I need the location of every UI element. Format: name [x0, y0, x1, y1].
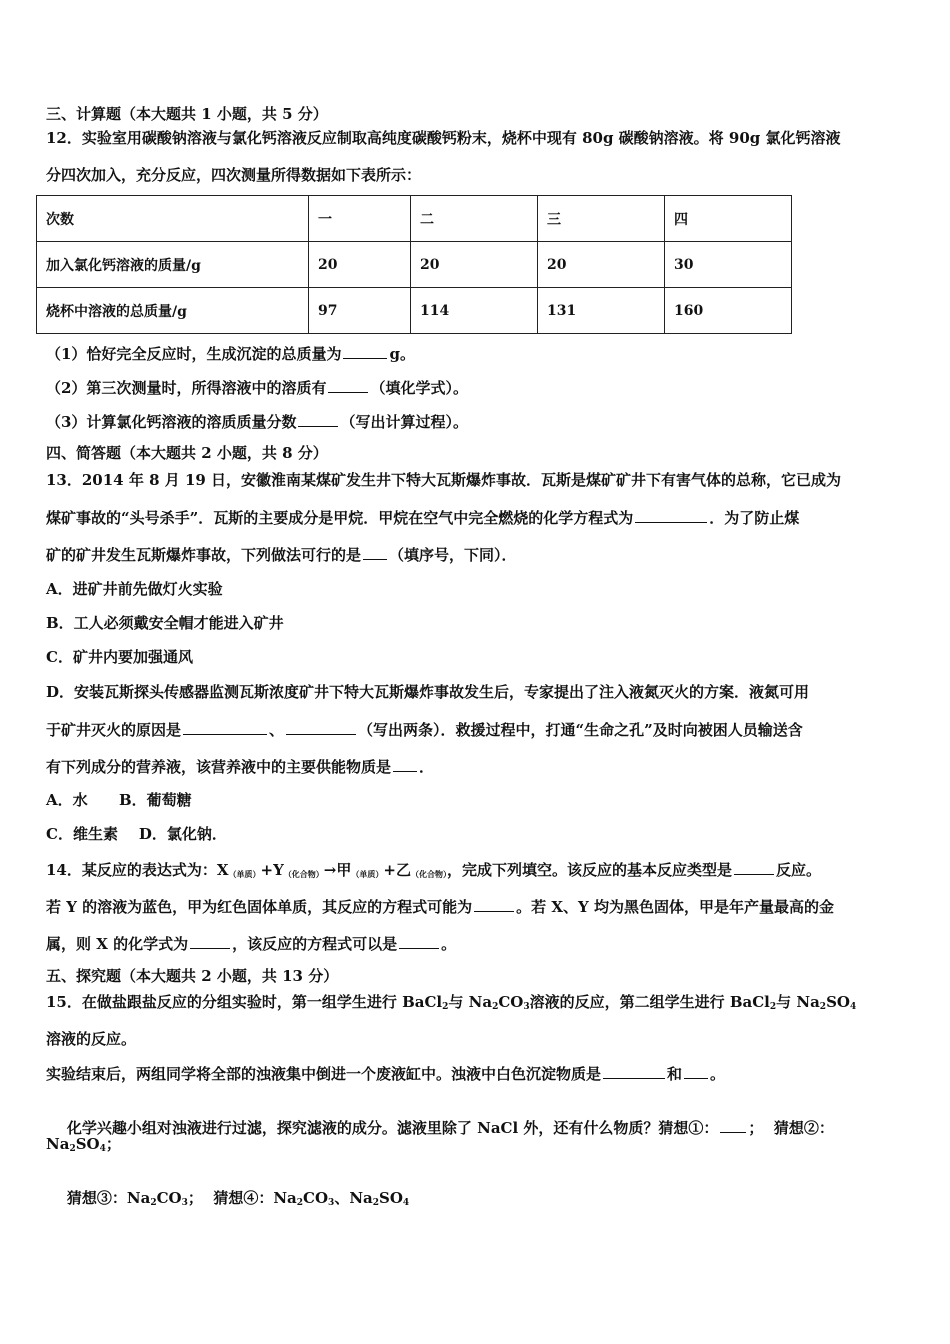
answer-blank[interactable] — [399, 933, 439, 949]
subscript: 4 — [849, 1002, 857, 1012]
section4-heading: 四、简答题（本大题共 2 小题，共 8 分） — [46, 444, 328, 462]
table-cell: 20 — [538, 242, 665, 288]
q14-line2-text: 若 Y 的溶液为蓝色，甲为红色固体单质，其反应的方程式可能为 — [46, 898, 473, 916]
q14-sub-label: （化合物） — [410, 869, 447, 879]
answer-blank[interactable] — [393, 756, 417, 772]
section3-heading: 三、计算题（本大题共 1 小题，共 5 分） — [46, 105, 328, 123]
q15-text: SO — [826, 993, 850, 1011]
q13-line3 — [46, 544, 517, 565]
subscript: 3 — [328, 1198, 335, 1208]
table-row — [37, 196, 792, 242]
table-header-cell: 三 — [538, 196, 665, 242]
answer-blank[interactable] — [328, 377, 368, 393]
q14-sub-label: （单质） — [228, 869, 261, 879]
q14-line3-tail: 。 — [441, 935, 457, 953]
q13-option-a: A．进矿井前先做灯火实验 — [46, 580, 223, 598]
q14-line1-tail: 反应。 — [775, 861, 821, 879]
table-cell: 30 — [665, 242, 792, 288]
q15-text: 和 — [667, 1065, 683, 1083]
q15-text: CO — [303, 1189, 329, 1207]
subscript: 4 — [99, 1144, 106, 1154]
q14-line3 — [46, 933, 456, 954]
q14-line2-tail: 。若 X、Y 均为黑色固体，甲是年产量最高的金 — [516, 898, 834, 916]
q12-sub1-text: （1）恰好完全反应时，生成沉淀的总质量为 — [46, 345, 342, 363]
q12-sub1 — [46, 343, 415, 364]
answer-blank[interactable] — [343, 343, 387, 359]
q12-line1: 12．实验室用碳酸钠溶液与氯化钙溶液反应制取高纯度碳酸钙粉末，烧杯中现有 80g 碳酸钠溶液。将 90g 氯化钙溶液 — [46, 129, 841, 147]
q15-text: SO — [75, 1135, 100, 1153]
q14-expr-yi: +乙 — [383, 861, 411, 879]
q14-line2 — [46, 896, 834, 917]
section5-heading: 五、探究题（本大题共 2 小题，共 13 分） — [46, 967, 339, 985]
q15-line6 — [46, 1168, 409, 1233]
table-cell: 20 — [309, 242, 411, 288]
subscript: 2 — [296, 1198, 304, 1208]
table-cell: 烧杯中溶液的总质量/g — [37, 288, 309, 334]
q13-options-cd: C．维生素 D．氯化钠． — [46, 825, 227, 843]
table-header-cell: 次数 — [37, 196, 309, 242]
q12-sub3-text: （3）计算氯化钙溶液的溶质质量分数 — [46, 413, 297, 431]
subscript: 2 — [69, 1144, 76, 1154]
answer-blank[interactable] — [734, 859, 774, 875]
q15-text: ； 猜想②： — [748, 1119, 834, 1137]
q15-text: CO — [156, 1189, 182, 1207]
table-row — [37, 288, 792, 334]
q15-line1 — [46, 992, 856, 1017]
q13-option-b: B．工人必须戴安全帽才能进入矿井 — [46, 614, 284, 632]
q15-text: 15．在做盐跟盐反应的分组实验时，第一组学生进行 BaCl — [46, 993, 443, 1011]
q15-text: ； — [105, 1135, 121, 1153]
subscript: 2 — [819, 1002, 827, 1012]
answer-blank[interactable] — [183, 719, 267, 735]
answer-blank[interactable] — [286, 719, 356, 735]
q15-text: SO — [379, 1189, 403, 1207]
data-table — [36, 195, 792, 334]
subscript: 3 — [181, 1198, 188, 1208]
q13-line2-tail: ．为了防止煤 — [709, 509, 800, 527]
table-cell: 131 — [538, 288, 665, 334]
subscript: 3 — [523, 1002, 530, 1012]
q15-text: 化学兴趣小组对浊液进行过滤，探究滤液的成分。滤液里除了 NaCl 外，还有什么物质？猜想①： — [66, 1119, 719, 1137]
q15-line4 — [46, 1097, 834, 1158]
q15-line2: 溶液的反应。 — [46, 1030, 137, 1048]
q15-text: 与 Na — [448, 993, 493, 1011]
subscript: 2 — [442, 1002, 449, 1012]
q15-text: 。 — [710, 1065, 726, 1083]
q12-sub2-text: （2）第三次测量时，所得溶液中的溶质有 — [46, 379, 327, 397]
q15-text: 、Na — [334, 1189, 373, 1207]
subscript: 2 — [150, 1198, 157, 1208]
q13-line9 — [46, 756, 434, 777]
subscript: 4 — [402, 1198, 410, 1208]
q12-sub3 — [46, 411, 468, 432]
table-header-cell: 二 — [411, 196, 538, 242]
q13-line8-tail: （写出两条）．救援过程中，打通“生命之孔”及时向被困人员输送含 — [358, 721, 803, 739]
answer-blank[interactable] — [474, 896, 514, 912]
table-cell: 97 — [309, 288, 411, 334]
q14-expr-y: +Y — [260, 861, 284, 879]
q14-line3-text: 属，则 X 的化学式为 — [46, 935, 189, 953]
table-header-cell: 一 — [309, 196, 411, 242]
q12-sub2 — [46, 377, 468, 398]
table-cell: 114 — [411, 288, 538, 334]
subscript: 2 — [492, 1002, 499, 1012]
q15-text: 溶液的反应，第二组学生进行 BaCl — [529, 993, 770, 1011]
q13-line3-tail: （填序号，下同）． — [389, 546, 517, 564]
q13-line9-tail: ． — [419, 758, 435, 776]
q12-line2: 分四次加入，充分反应，四次测量所得数据如下表所示： — [46, 166, 422, 184]
q15-text: 猜想③：Na — [66, 1189, 151, 1207]
q14-sub-label: （单质） — [351, 869, 384, 879]
q12-sub1-unit: g。 — [389, 345, 415, 363]
q13-options-ab: A．水 B．葡萄糖 — [46, 791, 192, 809]
table-cell: 20 — [411, 242, 538, 288]
q13-option-c: C．矿井内要加强通风 — [46, 648, 193, 666]
q15-text: 与 Na — [776, 993, 820, 1011]
answer-blank[interactable] — [720, 1117, 746, 1133]
q14-sub-label: （化合物） — [283, 869, 324, 879]
q13-line2 — [46, 507, 799, 528]
answer-blank[interactable] — [190, 933, 230, 949]
answer-blank[interactable] — [684, 1063, 708, 1079]
answer-blank[interactable] — [363, 544, 387, 560]
table-header-cell: 四 — [665, 196, 792, 242]
answer-blank[interactable] — [635, 507, 707, 523]
q13-line3-text: 矿的矿井发生瓦斯爆炸事故，下列做法可行的是 — [46, 546, 362, 564]
table-cell: 160 — [665, 288, 792, 334]
q13-line1: 13．2014 年 8 月 19 日，安徽淮南某煤矿发生井下特大瓦斯爆炸事故．瓦斯是煤矿矿井下有害气体的总称，它已成为 — [46, 471, 842, 489]
q14-expr-jia: →甲 — [323, 861, 352, 879]
q13-line8-sep: 、 — [269, 721, 285, 739]
q15-line3 — [46, 1063, 725, 1084]
q14-line1-text: ，完成下列填空。该反应的基本反应类型是 — [446, 861, 732, 879]
subscript: 2 — [372, 1198, 380, 1208]
q15-text: ； 猜想④：Na — [187, 1189, 297, 1207]
q15-text: CO — [498, 993, 524, 1011]
answer-blank[interactable] — [298, 411, 338, 427]
table-cell: 加入氯化钙溶液的质量/g — [37, 242, 309, 288]
q13-option-d: D．安装瓦斯探头传感器监测瓦斯浓度矿井下特大瓦斯爆炸事故发生后，专家提出了注入液氮灭火的方案．液氮可用 — [46, 683, 810, 701]
q12-sub3-hint: （写出计算过程）。 — [340, 413, 468, 431]
q13-line9-text: 有下列成分的营养液，该营养液中的主要供能物质是 — [46, 758, 392, 776]
subscript: 2 — [769, 1002, 777, 1012]
q13-line8 — [46, 719, 803, 740]
table-row — [37, 242, 792, 288]
q13-line2-text: 煤矿事故的“头号杀手”．瓦斯的主要成分是甲烷．甲烷在空气中完全燃烧的化学方程式为 — [46, 509, 634, 527]
q14-expr-x: 14．某反应的表达式为：X — [46, 861, 229, 879]
q15-text: 实验结束后，两组同学将全部的浊液集中倒进一个废液缸中。浊液中白色沉淀物质是 — [46, 1065, 602, 1083]
q14-line1 — [46, 859, 821, 884]
q15-line5 — [46, 1134, 121, 1159]
q14-line3-mid: ，该反应的方程式可以是 — [232, 935, 398, 953]
q15-text: Na — [46, 1135, 70, 1153]
q12-sub2-hint: （填化学式）。 — [370, 379, 468, 397]
answer-blank[interactable] — [603, 1063, 665, 1079]
q13-line8-text: 于矿井灭火的原因是 — [46, 721, 182, 739]
